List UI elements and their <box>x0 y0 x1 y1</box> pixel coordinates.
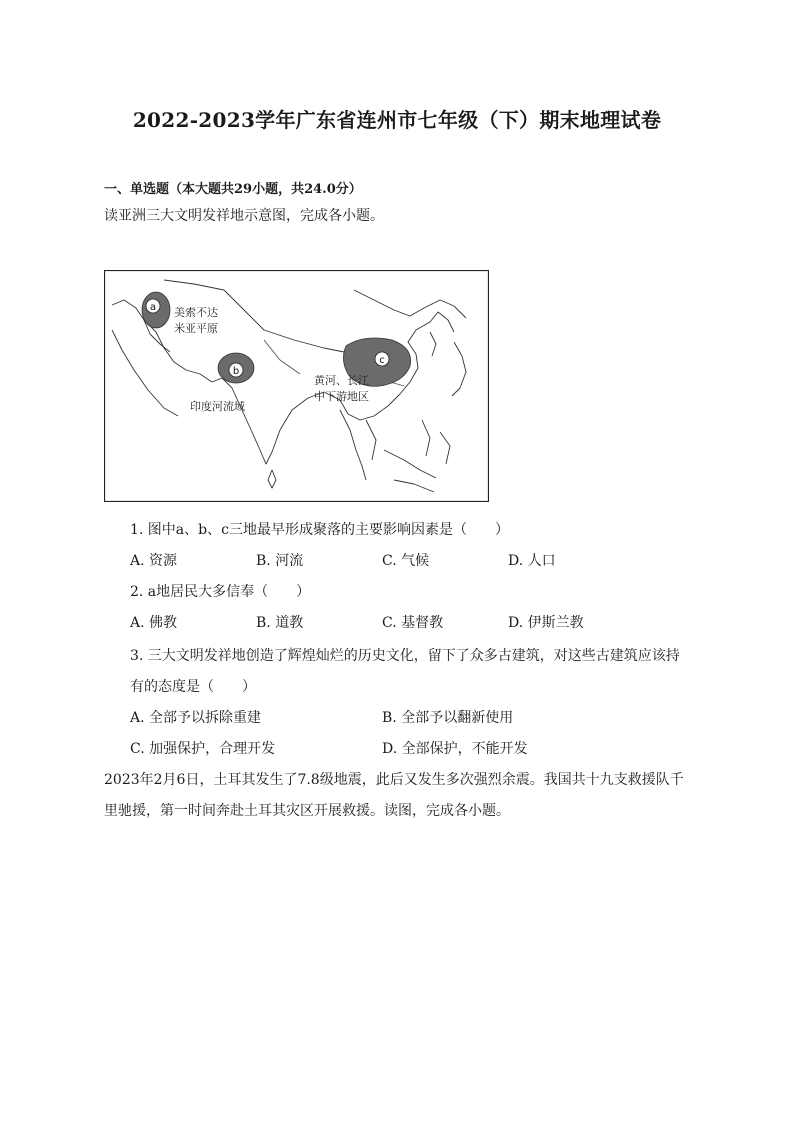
question-2-option-b[interactable]: B. 道教 <box>256 615 304 631</box>
question-1-option-b[interactable]: B. 河流 <box>256 553 304 569</box>
label-b: 印度河流域 <box>190 400 245 413</box>
label-c-line2: 中下游地区 <box>314 390 369 403</box>
question-1-stem: 1. 图中a、b、c三地最早形成聚落的主要影响因素是（ ） <box>130 522 509 538</box>
marker-c: c <box>379 355 385 366</box>
section-heading: 一、单选题（本大题共29小题，共24.0分） <box>104 182 362 197</box>
question-3-stem-line2: 有的态度是（ ） <box>130 679 256 695</box>
question-3-option-a[interactable]: A. 全部予以拆除重建 <box>130 710 262 726</box>
question-3-option-d[interactable]: D. 全部保护，不能开发 <box>382 741 528 757</box>
marker-b: b <box>232 366 240 377</box>
intro-text-2-line1: 2023年2月6日，土耳其发生了7.8级地震，此后又发生多次强烈余震。我国共十九支救援队千 <box>104 772 684 788</box>
question-2-option-d[interactable]: D. 伊斯兰教 <box>508 615 584 631</box>
question-3-option-b[interactable]: B. 全部予以翻新使用 <box>382 710 514 726</box>
question-3-stem-line1: 3. 三大文明发祥地创造了辉煌灿烂的历史文化，留下了众多古建筑，对这些古建筑应该持 <box>130 648 680 664</box>
question-1-option-c[interactable]: C. 气候 <box>382 553 430 569</box>
asia-civilizations-map <box>104 270 489 502</box>
label-c-line1: 黄河、长江 <box>314 374 369 387</box>
label-a-line2: 米亚平原 <box>174 322 218 335</box>
label-a-line1: 美索不达 <box>174 306 218 319</box>
question-1-option-d[interactable]: D. 人口 <box>508 553 556 569</box>
question-2-option-c[interactable]: C. 基督教 <box>382 615 444 631</box>
question-2-option-a[interactable]: A. 佛教 <box>130 615 178 631</box>
marker-a: a <box>149 302 157 313</box>
question-2-stem: 2. a地居民大多信奉（ ） <box>130 584 311 600</box>
question-3-option-c[interactable]: C. 加强保护，合理开发 <box>130 741 276 757</box>
question-1-option-a[interactable]: A. 资源 <box>130 553 178 569</box>
intro-text-1: 读亚洲三大文明发祥地示意图，完成各小题。 <box>104 208 384 224</box>
page-title: 2022-2023学年广东省连州市七年级（下）期末地理试卷 <box>132 108 662 132</box>
intro-text-2-line2: 里驰援，第一时间奔赴土耳其灾区开展救援。读图，完成各小题。 <box>104 803 510 819</box>
